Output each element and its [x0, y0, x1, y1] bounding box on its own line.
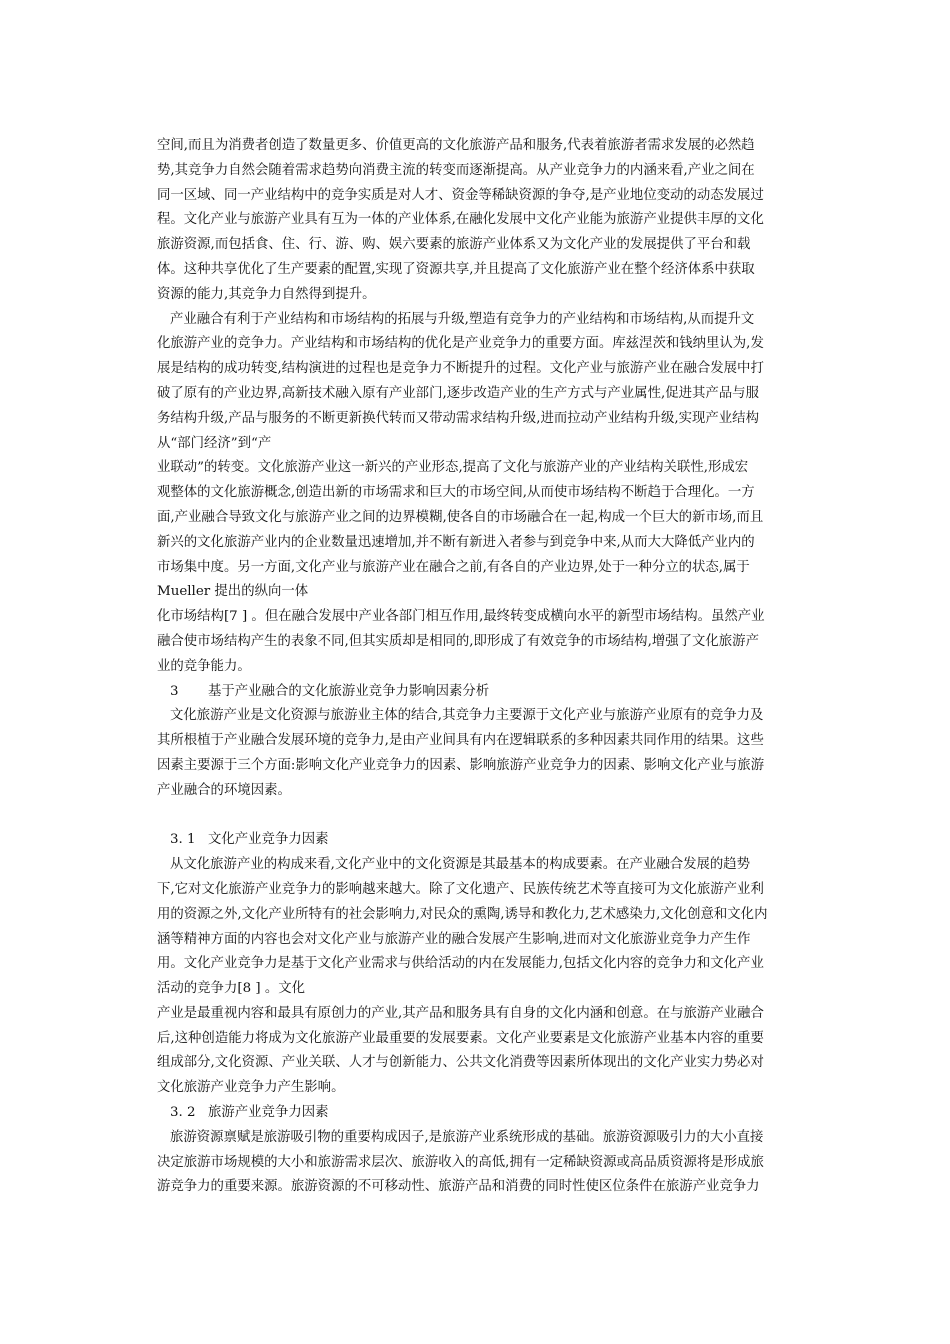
text-line: 观整体的文化旅游概念,创造出新的市场需求和巨大的市场空间,从而使市场结构不断趋于合理化。一方 [157, 485, 755, 501]
section-number: 3. 1 [170, 832, 196, 848]
text-line: 用的资源之外,文化产业所特有的社会影响力,对民众的熏陶,诱导和教化力,艺术感染力,文化创意和文化内 [157, 906, 768, 922]
text-line: 下,它对文化旅游产业竞争力的影响越来越大。除了文化遗产、民族传统艺术等直接可为文化旅游产业利 [157, 881, 764, 897]
text-line: 体。这种共享优化了生产要素的配置,实现了资源共享,并且提高了文化旅游产业在整个经济体系中获取 [157, 261, 755, 277]
text-line: 同一区域、同一产业结构中的竞争实质是对人才、资金等稀缺资源的争夺,是产业地位变动的动态发展过 [157, 187, 764, 203]
text-line: 展是结构的成功转变,结构演进的过程也是竞争力不断提升的过程。文化产业与旅游产业在融合发展中打 [157, 361, 764, 377]
section-title: 文化产业竞争力因素 [208, 832, 329, 848]
text-line: 组成部分,文化资源、产业关联、人才与创新能力、公共文化消费等因素所体现出的文化产业实力势必对 [157, 1055, 764, 1071]
text-line: 空间,而且为消费者创造了数量更多、价值更高的文化旅游产品和服务,代表着旅游者需求发展的必然趋 [157, 138, 755, 153]
text-line: 产业是最重视内容和最具有原创力的产业,其产品和服务具有自身的文化内涵和创意。在与旅游产业融合 [157, 1005, 764, 1021]
section-heading [157, 1101, 817, 1126]
text-line: 势,其竞争力自然会随着需求趋势向消费主流的转变而逐渐提高。从产业竞争力的内涵来看,产业之间在 [157, 162, 755, 178]
paragraph-gap [157, 804, 817, 829]
text-line: 化旅游产业的竞争力。产业结构和市场结构的优化是产业竞争力的重要方面。库兹涅茨和钱纳里认为,发 [157, 336, 764, 352]
text-line: 后,这种创造能力将成为文化旅游产业最重要的发展要素。文化产业要素是文化旅游产业基本内容的重要 [157, 1030, 764, 1046]
text-line: 务结构升级,产品与服务的不断更新换代转而又带动需求结构升级,进而拉动产业结构升级,实现产业结构 [157, 410, 759, 426]
text-line: 业联动”的转变。文化旅游产业这一新兴的产业形态,提高了文化与旅游产业的产业结构关联性,形成宏 [157, 460, 749, 476]
section-number: 3. 2 [170, 1105, 196, 1121]
text-line: 面,产业融合导致文化与旅游产业之间的边界模糊,使各自的市场融合在一起,构成一个巨大的新市场,而且 [157, 509, 764, 525]
text-line: Mueller 提出的纵向一体 [157, 584, 309, 600]
text-line: 程。文化产业与旅游产业具有互为一体的产业体系,在融化发展中文化产业能为旅游产业提供丰厚的文化 [157, 212, 764, 228]
section-title: 基于产业融合的文化旅游业竞争力影响因素分析 [208, 683, 490, 699]
text-line: 从“部门经济”到“产 [157, 435, 272, 451]
text-line: 游竞争力的重要来源。旅游资源的不可移动性、旅游产品和消费的同时性使区位条件在旅游产业竞争力 [157, 1179, 760, 1195]
section-heading [157, 680, 817, 705]
text-line: 涵等精神方面的内容也会对文化产业与旅游产业的融合发展产生影响,进而对文化旅游业竞争力产生作 [157, 931, 751, 947]
text-line: 用。文化产业竞争力是基于文化产业需求与供给活动的内在发展能力,包括文化内容的竞争力和文化产业 [157, 956, 764, 972]
text-line: 文化旅游产业是文化资源与旅游业主体的结合,其竞争力主要源于文化产业与旅游产业原有的竞争力及 [170, 708, 764, 724]
text-line: 产业融合有利于产业结构和市场结构的拓展与升级,塑造有竞争力的产业结构和市场结构,从而提升文 [170, 311, 755, 327]
section-heading [157, 828, 817, 853]
text-line: 市场集中度。另一方面,文化产业与旅游产业在融合之前,有各自的产业边界,处于一种分立的状态,属于 [157, 559, 750, 575]
text-line: 融合使市场结构产生的表象不同,但其实质却是相同的,即形成了有效竞争的市场结构,增强了文化旅游产 [157, 633, 759, 649]
text-line: 资源的能力,其竞争力自然得到提升。 [157, 286, 376, 302]
text-line: 新兴的文化旅游产业内的企业数量迅速增加,并不断有新进入者参与到竞争中来,从而大大降低产业内的 [157, 534, 755, 550]
text-line: 其所根植于产业融合发展环境的竞争力,是由产业间具有内在逻辑联系的多种因素共同作用的结果。这些 [157, 733, 764, 749]
section-title: 旅游产业竞争力因素 [208, 1105, 329, 1121]
text-line: 旅游资源禀赋是旅游吸引物的重要构成因子,是旅游产业系统形成的基础。旅游资源吸引力的大小直接 [170, 1129, 764, 1145]
text-line: 业的竞争能力。 [157, 658, 251, 674]
text-line: 决定旅游市场规模的大小和旅游需求层次、旅游收入的高低,拥有一定稀缺资源或高品质资源将是形成旅 [157, 1154, 764, 1170]
text-line: 产业融合的环境因素。 [157, 782, 291, 798]
text-line: 从文化旅游产业的构成来看,文化产业中的文化资源是其最基本的构成要素。在产业融合发展的趋势 [170, 857, 751, 873]
text-line: 活动的竞争力[8 ] 。文化 [157, 981, 305, 997]
text-line: 旅游资源,而包括食、住、行、游、购、娱六要素的旅游产业体系又为文化产业的发展提供了平台和载 [157, 237, 751, 253]
text-line: 破了原有的产业边界,高新技术融入原有产业部门,逐步改造产业的生产方式与产业属性,促进其产品与服 [157, 385, 759, 401]
document-body [157, 134, 817, 1200]
text-line: 文化旅游产业竞争力产生影响。 [157, 1080, 345, 1096]
text-line: 因素主要源于三个方面:影响文化产业竞争力的因素、影响旅游产业竞争力的因素、影响文化产业与旅游 [157, 757, 765, 773]
text-line: 化市场结构[7 ] 。但在融合发展中产业各部门相互作用,最终转变成横向水平的新型市场结构。虽然产业 [157, 609, 765, 625]
section-number: 3 [170, 683, 179, 699]
